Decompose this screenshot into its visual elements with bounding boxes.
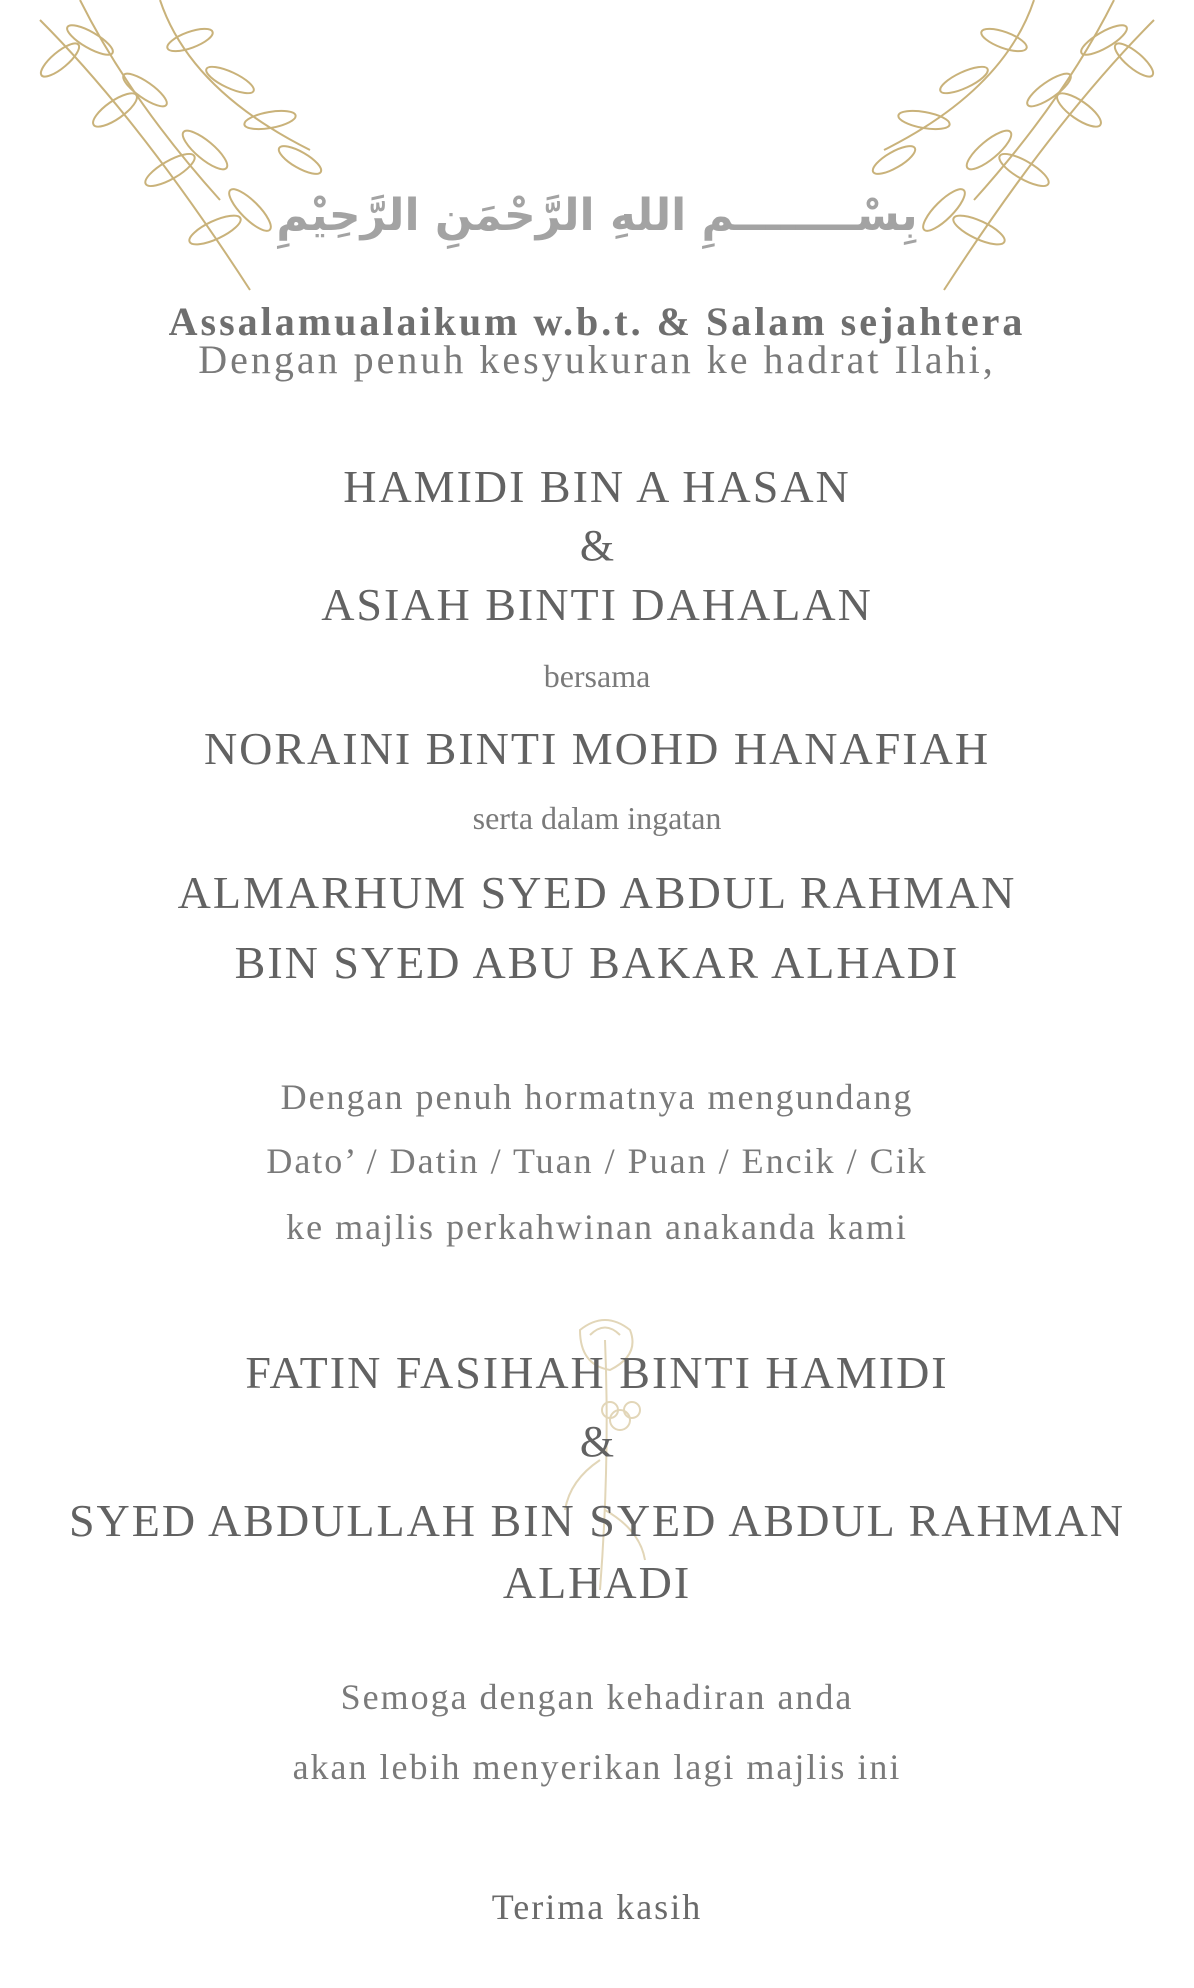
in-memory-text: serta dalam ingatan <box>472 800 722 836</box>
late-name-line2: BIN SYED ABU BAKAR ALHADI <box>234 937 960 988</box>
invite-text-line3: ke majlis perkahwinan anakanda kami <box>286 1207 908 1247</box>
host-father-name: HAMIDI BIN A HASAN <box>343 461 851 512</box>
host-mother-name: ASIAH BINTI DAHALAN <box>321 579 873 630</box>
closing-text-line1: Semoga dengan kehadiran anda <box>340 1677 854 1717</box>
greeting-text: Assalamualaikum w.b.t. & Salam sejahtera <box>168 299 1026 344</box>
invite-text-line1: Dengan penuh hormatnya mengundang <box>280 1077 914 1117</box>
closing-text-line2: akan lebih menyerikan lagi majlis ini <box>292 1747 902 1787</box>
greeting-subtext: Dengan penuh kesyukuran ke hadrat Ilahi, <box>198 337 996 382</box>
invite-text-line2: Dato’ / Datin / Tuan / Puan / Encik / Cik <box>266 1141 928 1181</box>
host-ampersand: & <box>579 521 615 570</box>
gold-leaf-branch-left-icon <box>20 0 350 300</box>
groom-name-line1: SYED ABDULLAH BIN SYED ABDUL RAHMAN <box>68 1495 1126 1546</box>
co-host-name: NORAINI BINTI MOHD HANAFIAH <box>203 723 991 774</box>
thanks-text: Terima kasih <box>491 1887 703 1927</box>
bersama-text: bersama <box>543 658 651 694</box>
bride-name: FATIN FASIHAH BINTI HAMIDI <box>245 1347 949 1398</box>
groom-name-line2: ALHADI <box>502 1557 692 1608</box>
couple-ampersand: & <box>579 1417 615 1466</box>
gold-leaf-branch-right-icon <box>844 0 1174 300</box>
late-name-line1: ALMARHUM SYED ABDUL RAHMAN <box>177 867 1017 918</box>
bismillah-text: بِسْــــــــمِ اللهِ الرَّحْمَنِ الرَّحِيْمِ <box>276 190 918 241</box>
